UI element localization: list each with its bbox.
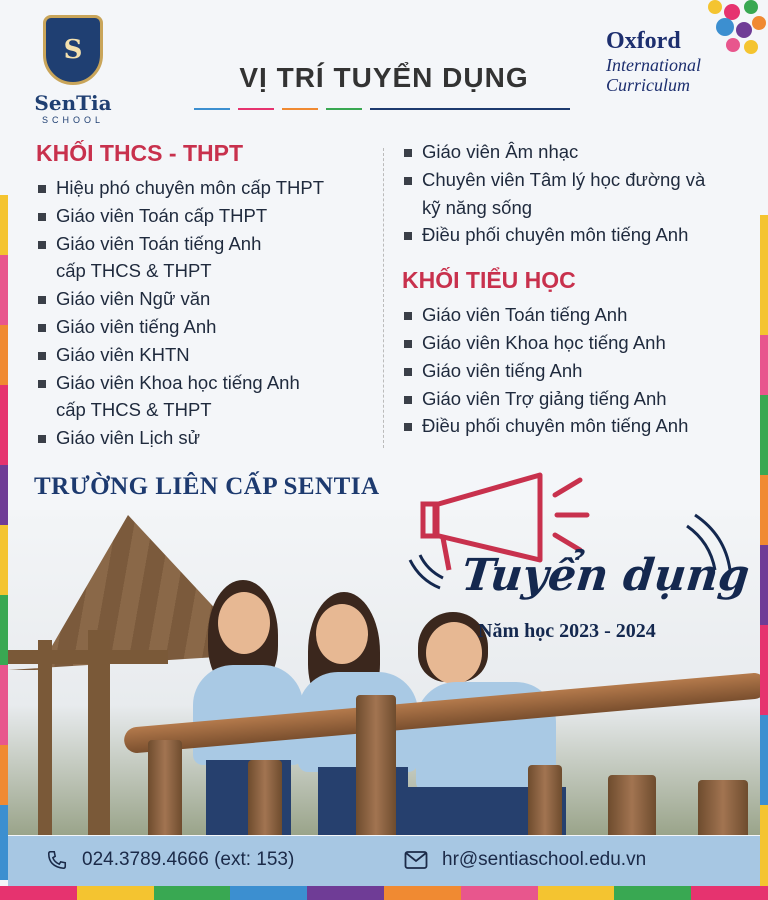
secondary-position-list-cont: [402, 138, 742, 249]
school-name: TRƯỜNG LIÊN CẤP SENTIA: [34, 473, 380, 500]
mail-icon: [404, 850, 428, 870]
position-item: Giáo viên tiếng Anh: [402, 357, 742, 385]
position-item: Điều phối chuyên môn tiếng Anh: [402, 221, 742, 249]
oxford-line2: International: [606, 55, 701, 75]
secondary-position-list: [36, 174, 381, 452]
email-contact[interactable]: [404, 849, 646, 871]
position-item: Giáo viên Trợ giảng tiếng Anh: [402, 385, 742, 413]
position-item: Giáo viên Ngữ văn: [36, 285, 381, 313]
secondary-positions: [36, 138, 381, 452]
section-title-primary: KHỐI TIỂU HỌC: [402, 267, 576, 294]
phone-number[interactable]: 024.3789.4666 (ext: 153): [82, 849, 295, 870]
oxford-line3: Curriculum: [606, 75, 691, 95]
email-address[interactable]: hr@sentiaschool.edu.vn: [442, 849, 647, 870]
position-item: Giáo viên Khoa học tiếng Anh: [402, 329, 742, 357]
position-item: Giáo viên Âm nhạc: [402, 138, 742, 166]
bottom-color-bar: [0, 886, 768, 900]
contact-footer: [8, 836, 760, 886]
position-item: Chuyên viên Tâm lý học đường và kỹ năng sống: [402, 166, 742, 222]
page-title: VỊ TRÍ TUYỂN DỤNG: [239, 62, 529, 93]
position-item: Giáo viên Toán tiếng Anh cấp THCS & THPT: [36, 230, 381, 286]
section-title-secondary: KHỐI THCS - THPT: [36, 140, 243, 166]
position-item: Giáo viên tiếng Anh: [36, 313, 381, 341]
position-item: Giáo viên Toán cấp THPT: [36, 202, 381, 230]
position-item: Giáo viên Lịch sử: [36, 424, 381, 452]
position-item: Điều phối chuyên môn tiếng Anh: [402, 412, 742, 440]
phone-icon: [46, 849, 68, 871]
right-column: [402, 138, 742, 440]
right-color-stripe: [760, 215, 768, 900]
title-underline: [194, 108, 574, 111]
oxford-line1: Oxford: [606, 28, 681, 54]
logo-name: SenTia: [34, 91, 112, 115]
position-item: Giáo viên Toán tiếng Anh: [402, 301, 742, 329]
position-item: Giáo viên Khoa học tiếng Anh cấp THCS & THPT: [36, 369, 381, 425]
position-item: Hiệu phó chuyên môn cấp THPT: [36, 174, 381, 202]
logo-subtitle: SCHOOL: [41, 115, 104, 125]
recruitment-title: Tuyển dụng: [459, 550, 752, 601]
left-color-stripe: [0, 195, 8, 900]
column-divider: [383, 148, 384, 448]
position-item: Giáo viên KHTN: [36, 341, 381, 369]
phone-contact[interactable]: [46, 849, 294, 871]
crest-icon: S: [43, 15, 103, 85]
primary-position-list: [402, 301, 742, 440]
school-year: Năm học 2023 - 2024: [478, 620, 656, 642]
